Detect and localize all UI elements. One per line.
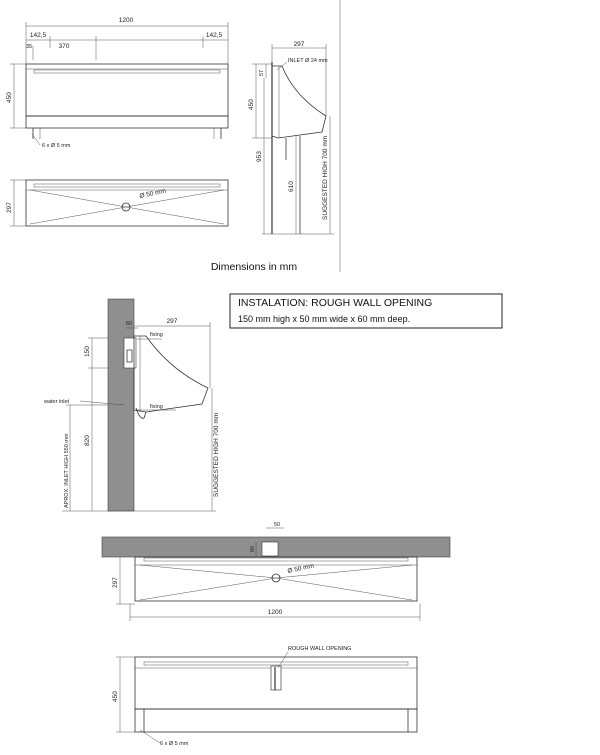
- water-inlet-label: water inlet: [44, 399, 70, 405]
- plan-drain-label: Ø 50 mm: [286, 562, 315, 575]
- left-offset-label: 142,5: [29, 32, 47, 39]
- rough-wall-opening-label: ROUGH WALL OPENING: [288, 646, 352, 652]
- installation-note: [230, 294, 502, 328]
- front-view: [6, 17, 228, 149]
- top-depth-label: 297: [6, 202, 13, 213]
- bottom-height-label: 450: [112, 691, 119, 702]
- suggested-height-label: SUGGESTED HIGH 700 mm: [322, 135, 329, 220]
- inlet-height-label: 820: [84, 435, 91, 446]
- right-offset-label: 142,5: [205, 32, 223, 39]
- inlet-top-label: 57: [259, 69, 265, 76]
- fixing-bottom-label: fixing: [150, 404, 163, 410]
- height-label: 450: [6, 92, 13, 103]
- small-offset-label: 35: [25, 44, 33, 50]
- approx-inlet-label: APROX. INLET HIGH 550 mm: [64, 433, 70, 508]
- plan-depth-label: 297: [112, 577, 119, 588]
- width-label: 1200: [118, 17, 134, 24]
- spacing-label: 370: [58, 43, 70, 50]
- bottom-front-view: [112, 646, 417, 747]
- plan-with-wall: [102, 522, 450, 621]
- wall-section: [43, 299, 220, 511]
- bottom-fixings-label: 6 x Ø 5 mm: [160, 741, 189, 747]
- opening-depth-label: 60: [250, 545, 256, 552]
- fixings-label: 6 x Ø 5 mm: [42, 143, 71, 149]
- side-height-label: 450: [248, 99, 255, 110]
- top-view: [6, 180, 228, 226]
- floor-to-base-label: 610: [288, 181, 295, 192]
- installation-title: INSTALATION: ROUGH WALL OPENING: [238, 297, 433, 309]
- opening-width-label: 50: [274, 522, 281, 528]
- dimensions-caption: Dimensions in mm: [210, 261, 298, 273]
- total-label: 953: [256, 151, 263, 162]
- installation-detail: 150 mm high x 50 mm wide x 60 mm deep.: [238, 314, 411, 324]
- fixing-top-label: fixing: [150, 332, 163, 338]
- recess-depth-label: 60: [126, 321, 133, 327]
- wall-hatch: [108, 299, 134, 511]
- plan-width-label: 1200: [267, 609, 283, 616]
- drain-label: Ø 50 mm: [138, 187, 167, 200]
- inlet-label: INLET Ø 24 mm: [288, 58, 328, 64]
- projection-label: 297: [166, 318, 178, 325]
- opening-height-label: 150: [84, 346, 91, 357]
- side-depth-label: 297: [293, 41, 305, 48]
- suggested-height-label-2: SUGGESTED HIGH 700 mm: [213, 412, 220, 497]
- side-view: [248, 41, 334, 234]
